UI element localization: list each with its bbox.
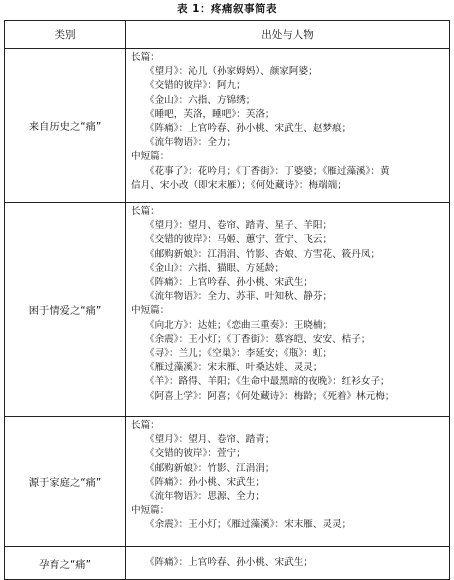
section-label: 长篇： bbox=[131, 206, 160, 217]
source-cell bbox=[126, 547, 450, 580]
section-label: 中短篇： bbox=[131, 505, 170, 517]
source-line: 《羊》：路得、羊阳；《生命中最黑暗的夜晚》：红衫女子； bbox=[145, 376, 390, 388]
source-line: 《交错的彼岸》：阿九； bbox=[145, 80, 246, 92]
source-line: 《花事了》：花吟月；《丁香街》：丁婆婆；《雁过藻溪》：黄 bbox=[145, 165, 390, 177]
source-line: 《金山》：六指、方锦绣； bbox=[145, 94, 256, 106]
table-row-history bbox=[5, 49, 450, 203]
source-line: 《流年物语》：全力、苏菲、叶知秋、静芬； bbox=[145, 291, 333, 303]
source-line: 《流年物语》：思源、全力； bbox=[145, 491, 265, 503]
section-label: 长篇： bbox=[131, 52, 160, 63]
source-line: 《寻》：兰儿；《空巢》：李延安；《瓶》：虹； bbox=[145, 348, 333, 360]
source-line: 《雁过藻溪》：宋末雁、叶桑达娃、灵灵； bbox=[145, 362, 323, 374]
header-source: 出处与人物 bbox=[126, 21, 450, 49]
source-line: 《交错的彼岸》：马姬、蕙宁、萱宁、飞云； bbox=[145, 234, 333, 246]
source-line: 《流年物语》：全力； bbox=[145, 137, 237, 149]
source-line: 《阵痛》：上官吟春、孙小桃、宋武生； bbox=[145, 556, 313, 568]
category-cell: 孕育之“痛” bbox=[5, 547, 126, 580]
source-cell bbox=[126, 49, 450, 203]
table-title: 表 1：疼痛叙事简表 bbox=[177, 3, 277, 15]
category-cell: 源于家庭之“痛” bbox=[5, 417, 126, 547]
source-line: 信月、宋小改（即宋末雁）；《何处藏诗》：梅端端； bbox=[131, 179, 347, 191]
table-row-love bbox=[5, 203, 450, 417]
source-line: 《金山》：六指、猫眼、方延龄； bbox=[145, 262, 285, 274]
section-label: 中短篇： bbox=[131, 305, 170, 317]
source-line: 《交错的彼岸》：萱宁； bbox=[145, 448, 246, 460]
source-line: 《余震》：王小灯；《雁过藻溪》：宋末雁、灵灵； bbox=[145, 519, 352, 531]
category-cell: 来自历史之“痛” bbox=[5, 49, 126, 203]
source-line: 《阵痛》：上官吟春、孙小桃、宋武生、赵梦痕； bbox=[145, 123, 352, 135]
pain-narrative-table bbox=[4, 20, 450, 580]
source-cell bbox=[126, 417, 450, 547]
source-line: 《望月》：沁儿（孙家姆妈）、颜家阿婆； bbox=[145, 66, 318, 78]
table-header-row bbox=[5, 21, 450, 49]
source-line: 《阵痛》：上官吟春、孙小桃、宋武生； bbox=[145, 277, 313, 289]
category-cell: 困于情爱之“痛” bbox=[5, 203, 126, 417]
section-label: 中短篇： bbox=[131, 151, 170, 163]
table-row-family bbox=[5, 417, 450, 547]
source-line: 《阿喜上学》：阿喜；《何处藏诗》：梅龄；《死着》林元梅； bbox=[145, 390, 395, 402]
source-line: 《向北方》：达娃；《恋曲三重奏》：王晓楠； bbox=[145, 319, 333, 331]
table-row-childbirth bbox=[5, 547, 450, 580]
header-category: 类别 bbox=[5, 21, 126, 49]
source-line: 《望月》：望月、卷帘、踏青、星子、羊阳； bbox=[145, 220, 333, 232]
source-line: 《睡吧，芙洛，睡吧》：芙洛； bbox=[145, 108, 275, 120]
source-line: 《阵痛》：孙小桃、宋武生； bbox=[145, 476, 265, 488]
source-line: 《邮购新娘》：竹影、江涓涓； bbox=[145, 462, 275, 474]
source-line: 《邮购新娘》：江涓涓、竹影、杏娘、方雪花、筱丹凤； bbox=[145, 248, 381, 260]
source-cell bbox=[126, 203, 450, 417]
section-label: 长篇： bbox=[131, 420, 160, 431]
source-line: 《望月》：望月、卷帘、踏青； bbox=[145, 434, 275, 446]
source-line: 《余震》：王小灯；《丁香街》：慕容皑、安安、桔子； bbox=[145, 333, 371, 345]
